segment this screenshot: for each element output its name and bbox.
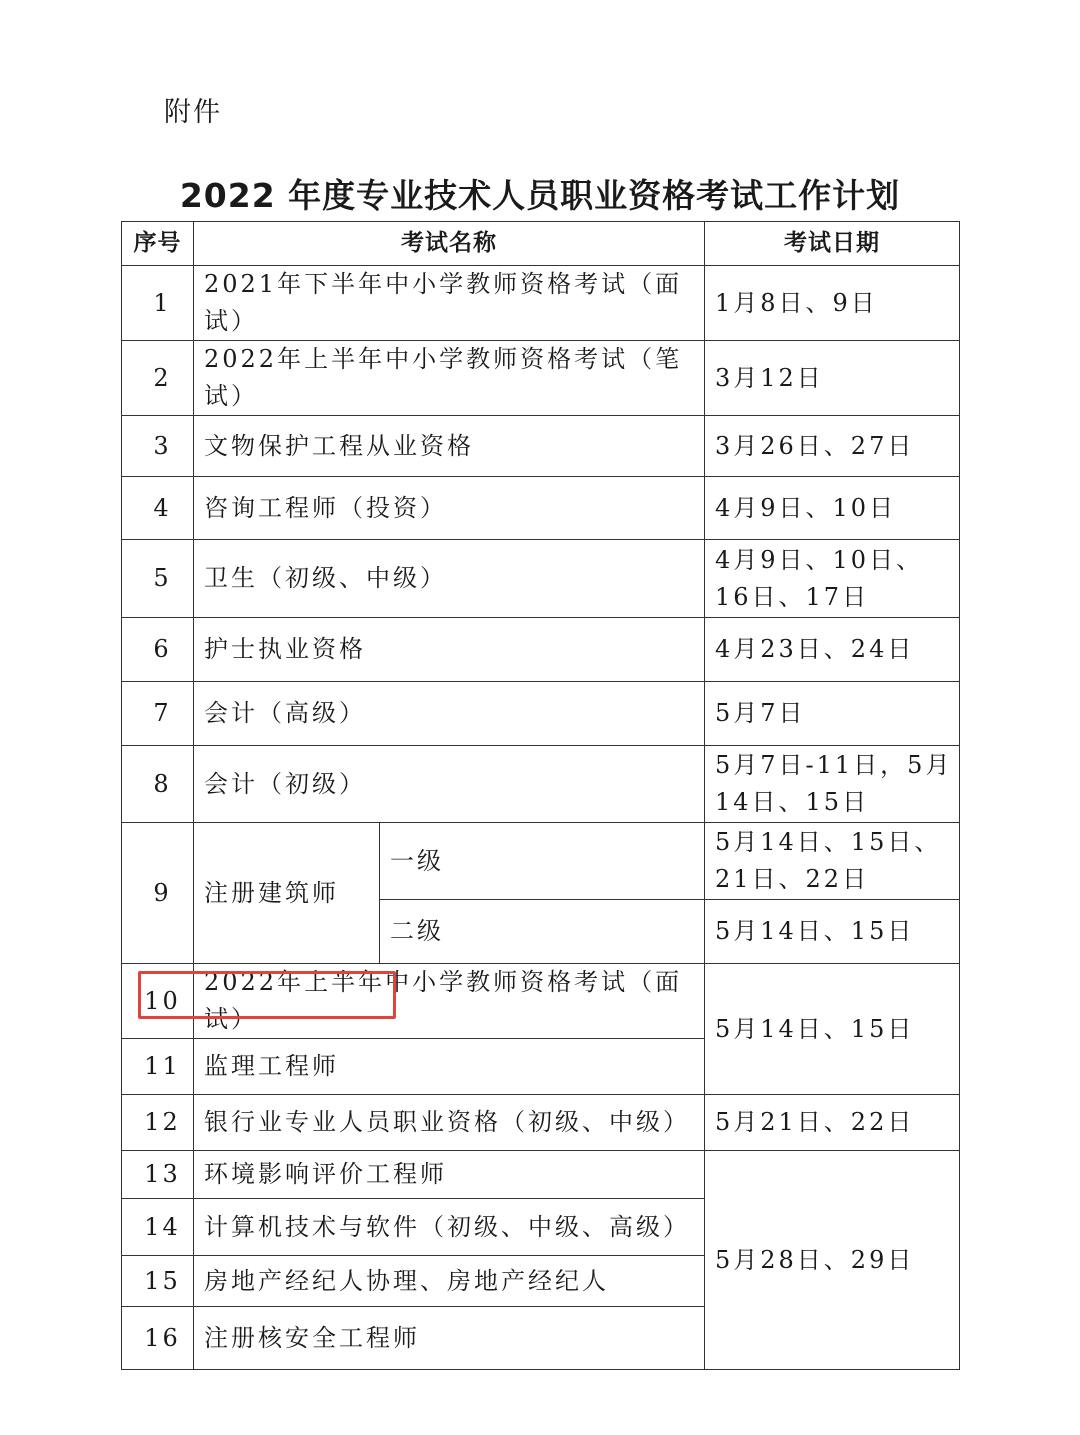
row-date-merged: 5月28日、29日 [705, 1151, 960, 1370]
row-name: 2022年上半年中小学教师资格考试（笔试） [194, 341, 705, 416]
row-sublevel: 一级 [380, 823, 705, 900]
row-date: 5月14日、15日 [705, 900, 960, 964]
table-row [122, 618, 960, 682]
row-name: 计算机技术与软件（初级、中级、高级） [194, 1199, 705, 1256]
row-date: 4月23日、24日 [705, 618, 960, 682]
row-name: 监理工程师 [194, 1039, 705, 1095]
row-name: 环境影响评价工程师 [194, 1151, 705, 1199]
table-row [122, 1095, 960, 1151]
row-no: 8 [122, 746, 194, 823]
row-no: 13 [122, 1151, 194, 1199]
row-date: 5月7日-11日，5月14日、15日 [705, 746, 960, 823]
header-date: 考试日期 [705, 222, 960, 266]
table-row [122, 341, 960, 416]
row-name: 咨询工程师（投资） [194, 477, 705, 540]
table-row [122, 266, 960, 341]
row-no: 7 [122, 682, 194, 746]
row-date: 3月12日 [705, 341, 960, 416]
row-name: 卫生（初级、中级） [194, 540, 705, 618]
row-no: 12 [122, 1095, 194, 1151]
header-no: 序号 [122, 222, 194, 266]
row-date: 4月9日、10日 [705, 477, 960, 540]
row-name: 会计（高级） [194, 682, 705, 746]
table-row [122, 1151, 960, 1199]
row-name: 银行业专业人员职业资格（初级、中级） [194, 1095, 705, 1151]
table-row [122, 477, 960, 540]
row-date: 1月8日、9日 [705, 266, 960, 341]
row-name: 2022年上半年中小学教师资格考试（面试） [194, 964, 705, 1039]
row-no: 10 [122, 964, 194, 1039]
row-date: 3月26日、27日 [705, 416, 960, 477]
row-no: 3 [122, 416, 194, 477]
row-no: 1 [122, 266, 194, 341]
row-date: 4月9日、10日、16日、17日 [705, 540, 960, 618]
table-row [122, 746, 960, 823]
row-name: 注册核安全工程师 [194, 1307, 705, 1370]
row-no: 5 [122, 540, 194, 618]
table-row [122, 540, 960, 618]
row-no: 6 [122, 618, 194, 682]
row-name: 房地产经纪人协理、房地产经纪人 [194, 1256, 705, 1307]
row-no: 2 [122, 341, 194, 416]
row-no: 15 [122, 1256, 194, 1307]
row-name: 护士执业资格 [194, 618, 705, 682]
row-date-merged: 5月14日、15日 [705, 964, 960, 1095]
row-no: 9 [122, 823, 194, 964]
row-no: 16 [122, 1307, 194, 1370]
row-date: 5月7日 [705, 682, 960, 746]
table-row [122, 682, 960, 746]
table-header-row [122, 222, 960, 266]
row-no: 4 [122, 477, 194, 540]
row-name: 文物保护工程从业资格 [194, 416, 705, 477]
attachment-label: 附件 [164, 97, 222, 128]
exam-schedule-table [121, 221, 960, 1370]
row-name: 注册建筑师 [194, 823, 380, 964]
highlight-box [138, 971, 396, 1019]
table-row [122, 823, 960, 900]
row-sublevel: 二级 [380, 900, 705, 964]
row-date: 5月21日、22日 [705, 1095, 960, 1151]
table-row [122, 416, 960, 477]
page-title: 2022 年度专业技术人员职业资格考试工作计划 [179, 176, 901, 215]
row-no: 11 [122, 1039, 194, 1095]
row-name: 2021年下半年中小学教师资格考试（面试） [194, 266, 705, 341]
row-no: 14 [122, 1199, 194, 1256]
row-name: 会计（初级） [194, 746, 705, 823]
header-name: 考试名称 [194, 222, 705, 266]
row-date: 5月14日、15日、21日、22日 [705, 823, 960, 900]
